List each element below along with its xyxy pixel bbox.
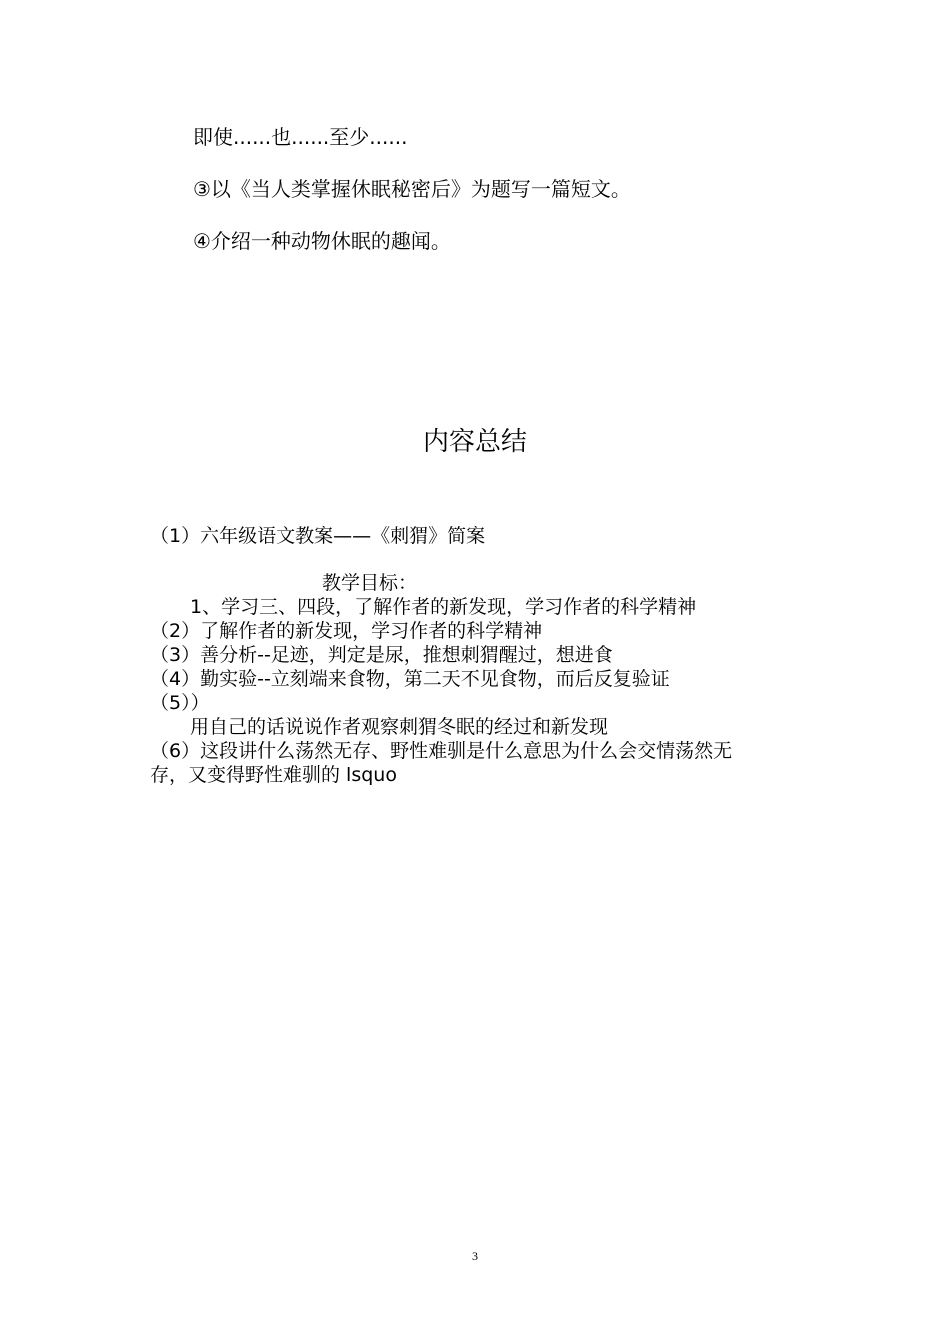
summary-line-8: 用自己的话说说作者观察刺猬冬眠的经过和新发现 xyxy=(190,716,609,738)
exercise-line-3: ④介绍一种动物休眠的趣闻。 xyxy=(193,229,451,253)
exercise-line-2: ③以《当人类掌握休眠秘密后》为题写一篇短文。 xyxy=(193,177,631,201)
summary-line-4: （2）了解作者的新发现，学习作者的科学精神 xyxy=(150,620,543,642)
summary-line-7: （5）） xyxy=(150,692,210,714)
summary-line-2: 教学目标： xyxy=(322,572,418,594)
summary-line-6: （4）勤实验--立刻端来食物，第二天不见食物，而后反复验证 xyxy=(150,668,670,690)
summary-line-3: 1、学习三、四段，了解作者的新发现，学习作者的科学精神 xyxy=(190,596,697,618)
section-title: 内容总结 xyxy=(422,427,527,457)
summary-line-9: （6）这段讲什么荡然无存、野性难驯是什么意思为什么会交情荡然无 xyxy=(150,740,733,762)
summary-line-1: （1）六年级语文教案——《刺猬》简案 xyxy=(150,525,486,547)
exercise-line-1: 即使......也......至少...... xyxy=(193,125,408,149)
summary-line-10: 存，又变得野性难驯的 lsquo xyxy=(150,764,397,786)
summary-line-5: （3）善分析--足迹，判定是尿，推想刺猬醒过，想进食 xyxy=(150,644,613,666)
page-number: 3 xyxy=(472,1249,478,1263)
